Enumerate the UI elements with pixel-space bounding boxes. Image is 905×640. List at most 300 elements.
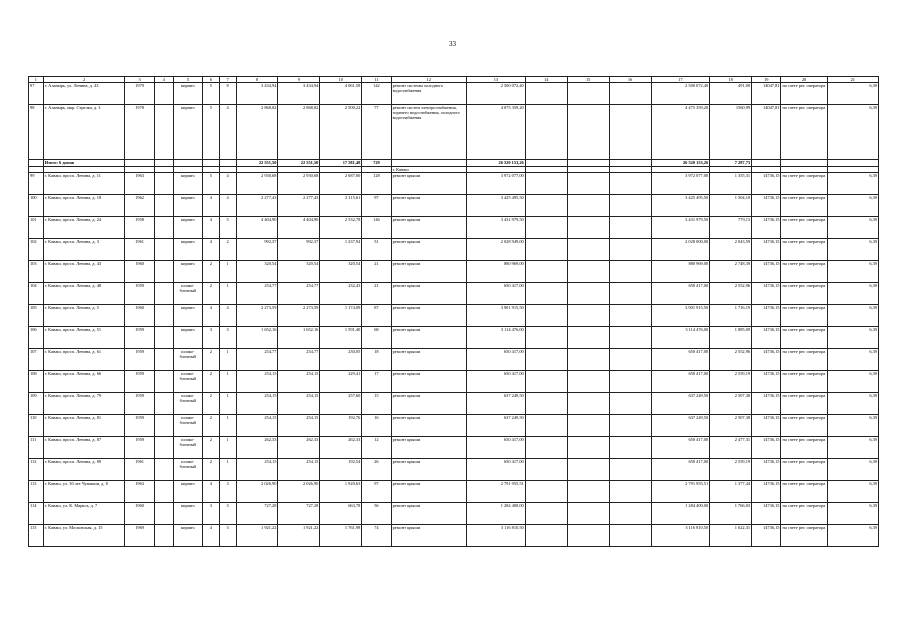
table-cell-deadline: 6,39 bbox=[827, 83, 878, 105]
table-cell-work: ремонт систем электроснабжения, горячего водоснабжения, холодного водоснабжения bbox=[391, 105, 466, 160]
table-cell-fl: 2 bbox=[202, 459, 219, 481]
table-cell-fl: 4 bbox=[202, 195, 219, 217]
column-number-cell: 14 bbox=[525, 77, 567, 83]
table-cell-s17: 3 116 810,50 bbox=[651, 525, 710, 547]
table-cell-year: 1963 bbox=[125, 481, 154, 503]
table-cell-addr: г. Канаш, просп. Ленина, д. 81 bbox=[43, 415, 125, 437]
table-cell-sum: 3 425 495,50 bbox=[467, 195, 526, 217]
table-cell-method: на счете рег. оператора bbox=[781, 327, 827, 349]
table-cell-a9: 1 652,16 bbox=[278, 327, 320, 349]
table-cell-a8: 254,15 bbox=[236, 393, 278, 415]
table-row bbox=[29, 195, 879, 217]
table-cell-year: 1959 bbox=[125, 371, 154, 393]
table-cell-mat: шлако-блочный bbox=[173, 459, 202, 481]
table-cell-fl: 5 bbox=[202, 105, 219, 160]
table-cell-a9: 254,15 bbox=[278, 371, 320, 393]
table-row bbox=[29, 217, 879, 239]
table-row bbox=[29, 371, 879, 393]
table-cell-s17: 650 417,00 bbox=[651, 437, 710, 459]
page-number: 33 bbox=[449, 40, 456, 48]
table-cell-a9: 2 930,68 bbox=[278, 173, 320, 195]
table-cell-a8: 727,28 bbox=[236, 503, 278, 525]
table-cell-work: ремонт системы холодного водоснабжения bbox=[391, 83, 466, 105]
table-cell-no: 107 bbox=[29, 349, 44, 371]
table-cell-work: ремонт крыши bbox=[391, 173, 466, 195]
table-cell-people: 97 bbox=[362, 481, 391, 503]
table-cell-work: ремонт крыши bbox=[391, 217, 466, 239]
table-cell-s17: 2 500 072,40 bbox=[651, 83, 710, 105]
table-cell-c15 bbox=[567, 239, 609, 261]
table-cell-a9: 262,33 bbox=[278, 437, 320, 459]
table-cell-mat: кирпич bbox=[173, 327, 202, 349]
column-number-cell: 21 bbox=[827, 77, 878, 83]
table-cell-sum: 3 901 915,50 bbox=[467, 305, 526, 327]
column-number-cell: 5 bbox=[173, 77, 202, 83]
table-cell-addr: г. Канаш, просп. Ленина, д. 79 bbox=[43, 393, 125, 415]
table-cell-c4 bbox=[154, 105, 173, 160]
table-cell-fl: 3 bbox=[202, 327, 219, 349]
table-cell-addr: г. Канаш, ул. К. Маркса, д. 7 bbox=[43, 503, 125, 525]
table-cell-sum: 650 417,00 bbox=[467, 459, 526, 481]
table-cell-no: 111 bbox=[29, 437, 44, 459]
table-row bbox=[29, 261, 879, 283]
total-cell-ent bbox=[219, 160, 236, 167]
table-cell-s17: 3 114 476,00 bbox=[651, 327, 710, 349]
table-cell-method: на счете рег. оператора bbox=[781, 195, 827, 217]
table-cell-method: на счете рег. оператора bbox=[781, 239, 827, 261]
table-cell-mat: шлако-блочный bbox=[173, 437, 202, 459]
table-cell-a9: 254,15 bbox=[278, 415, 320, 437]
table-cell-mat: кирпич bbox=[173, 261, 202, 283]
table-cell-people: 128 bbox=[362, 173, 391, 195]
table-cell-a8: 2 026,90 bbox=[236, 481, 278, 503]
table-cell-a9: 1 921,22 bbox=[278, 525, 320, 547]
table-cell-ent: 2 bbox=[219, 239, 236, 261]
table-cell-method: на счете рег. оператора bbox=[781, 217, 827, 239]
table-cell-c14 bbox=[525, 105, 567, 160]
table-cell-per: 2 552,96 bbox=[710, 349, 752, 371]
total-cell-a9: 22 551,50 bbox=[278, 160, 320, 167]
capital-repair-table bbox=[28, 76, 879, 547]
table-cell-per: 1 716,19 bbox=[710, 305, 752, 327]
table-cell-s17: 650 417,00 bbox=[651, 349, 710, 371]
table-cell-c16 bbox=[609, 459, 651, 481]
table-cell-addr: г. Канаш, просп. Ленина, д. 5 bbox=[43, 305, 125, 327]
table-cell-s17: 4 475 359,20 bbox=[651, 105, 710, 160]
table-cell-fl: 2 bbox=[202, 283, 219, 305]
table-cell-people: 12 bbox=[362, 437, 391, 459]
table-cell-s17: 3 972 077,00 bbox=[651, 173, 710, 195]
table-cell-ent: 5 bbox=[219, 217, 236, 239]
table-cell-lim: 14736,15 bbox=[752, 437, 781, 459]
table-cell-fl: 2 bbox=[202, 437, 219, 459]
table-cell-c15 bbox=[567, 393, 609, 415]
column-number-cell: 1 bbox=[29, 77, 44, 83]
table-cell-a9: 254,15 bbox=[278, 393, 320, 415]
table-cell-work: ремонт крыши bbox=[391, 459, 466, 481]
column-number-cell: 15 bbox=[567, 77, 609, 83]
table-cell-c15 bbox=[567, 283, 609, 305]
table-cell-c4 bbox=[154, 305, 173, 327]
total-cell-c4 bbox=[154, 160, 173, 167]
table-cell-mat: кирпич bbox=[173, 481, 202, 503]
table-cell-s17: 2 028 000,00 bbox=[651, 239, 710, 261]
table-cell-c4 bbox=[154, 393, 173, 415]
table-cell-a8: 262,33 bbox=[236, 437, 278, 459]
table-cell-c4 bbox=[154, 239, 173, 261]
table-cell-s17: 637 249,50 bbox=[651, 415, 710, 437]
table-cell-c16 bbox=[609, 217, 651, 239]
table-cell-addr: г. Канаш, просп. Ленина, д. 3 bbox=[43, 239, 125, 261]
table-cell-sum: 880 969,00 bbox=[467, 261, 526, 283]
table-cell-no: 114 bbox=[29, 503, 44, 525]
table-cell-c15 bbox=[567, 327, 609, 349]
table-cell-fl: 4 bbox=[202, 481, 219, 503]
total-row bbox=[29, 160, 879, 167]
table-cell-c14 bbox=[525, 261, 567, 283]
table-cell-method: на счете рег. оператора bbox=[781, 173, 827, 195]
table-row bbox=[29, 481, 879, 503]
total-cell-c15 bbox=[567, 160, 609, 167]
table-cell-c14 bbox=[525, 503, 567, 525]
table-cell-a10: 4 061,58 bbox=[320, 83, 362, 105]
table-cell-c4 bbox=[154, 261, 173, 283]
table-cell-lim: 14736,15 bbox=[752, 503, 781, 525]
table-cell-year: 1962 bbox=[125, 195, 154, 217]
table-cell-sum: 3 116 810,50 bbox=[467, 525, 526, 547]
table-cell-no: 115 bbox=[29, 525, 44, 547]
table-cell-deadline: 6,39 bbox=[827, 371, 878, 393]
table-cell-deadline: 6,39 bbox=[827, 525, 878, 547]
table-cell-a9: 3 434,94 bbox=[278, 83, 320, 105]
table-cell-per: 2 552,96 bbox=[710, 283, 752, 305]
table-cell-ent: 1 bbox=[219, 349, 236, 371]
table-cell-s17: 3 901 915,50 bbox=[651, 305, 710, 327]
table-cell-no: 100 bbox=[29, 195, 44, 217]
table-cell-fl: 4 bbox=[202, 217, 219, 239]
table-cell-ent: 1 bbox=[219, 261, 236, 283]
table-cell-c15 bbox=[567, 371, 609, 393]
table-cell-people: 56 bbox=[362, 503, 391, 525]
table-cell-c4 bbox=[154, 437, 173, 459]
column-number-cell: 2 bbox=[43, 77, 125, 83]
table-cell-lim: 14736,15 bbox=[752, 415, 781, 437]
table-cell-c16 bbox=[609, 305, 651, 327]
table-cell-per: 2 559,19 bbox=[710, 371, 752, 393]
column-number-cell: 4 bbox=[154, 77, 173, 83]
table-cell-year: 1959 bbox=[125, 283, 154, 305]
table-cell-a8: 4 404,90 bbox=[236, 217, 278, 239]
table-cell-a10: 1 761,98 bbox=[320, 525, 362, 547]
table-cell-year: 1959 bbox=[125, 349, 154, 371]
table-cell-method: на счете рег. оператора bbox=[781, 525, 827, 547]
table-cell-mat: кирпич bbox=[173, 173, 202, 195]
table-cell-a10: 1 591,40 bbox=[320, 327, 362, 349]
table-cell-lim: 14736,15 bbox=[752, 239, 781, 261]
table-cell-c16 bbox=[609, 503, 651, 525]
table-cell-lim: 14736,15 bbox=[752, 459, 781, 481]
table-cell-a10: 229,41 bbox=[320, 371, 362, 393]
table-cell-addr: г. Канаш, просп. Ленина, д. 43 bbox=[43, 261, 125, 283]
table-cell-a10: 2 532,78 bbox=[320, 217, 362, 239]
table-cell-mat: кирпич bbox=[173, 503, 202, 525]
total-cell-sum: 26 520 153,26 bbox=[467, 160, 526, 167]
table-cell-fl: 5 bbox=[202, 173, 219, 195]
table-cell-per: 1560,99 bbox=[710, 105, 752, 160]
table-cell-sum: 637 249,50 bbox=[467, 393, 526, 415]
table-cell-a10: 1 174,09 bbox=[320, 305, 362, 327]
table-cell-a10: 192,76 bbox=[320, 415, 362, 437]
table-cell-method: на счете рег. оператора bbox=[781, 437, 827, 459]
table-cell-a9: 2 273,59 bbox=[278, 305, 320, 327]
table-cell-c16 bbox=[609, 393, 651, 415]
table-row bbox=[29, 283, 879, 305]
table-cell-a8: 2 930,68 bbox=[236, 173, 278, 195]
table-cell-c4 bbox=[154, 415, 173, 437]
table-cell-per: 2 477,31 bbox=[710, 437, 752, 459]
table-cell-c14 bbox=[525, 415, 567, 437]
table-cell-work: ремонт крыши bbox=[391, 195, 466, 217]
table-cell-a9: 254,15 bbox=[278, 459, 320, 481]
table-cell-fl: 3 bbox=[202, 503, 219, 525]
table-cell-c15 bbox=[567, 195, 609, 217]
table-cell-c14 bbox=[525, 437, 567, 459]
table-cell-addr: г. Канаш, просп. Ленина, д. 51 bbox=[43, 327, 125, 349]
table-cell-mat: шлако-блочный bbox=[173, 415, 202, 437]
table-row bbox=[29, 327, 879, 349]
table-cell-addr: г. Аланырь, ул. Ленина, д. 43 bbox=[43, 83, 125, 105]
table-cell-a10: 663,78 bbox=[320, 503, 362, 525]
table-cell-work: ремонт крыши bbox=[391, 327, 466, 349]
table-cell-year: 1959 bbox=[125, 393, 154, 415]
table-cell-per: 491,00 bbox=[710, 83, 752, 105]
table-cell-mat: кирпич bbox=[173, 305, 202, 327]
table-cell-c14 bbox=[525, 83, 567, 105]
column-number-cell: 8 bbox=[236, 77, 278, 83]
table-cell-c4 bbox=[154, 503, 173, 525]
table-cell-c16 bbox=[609, 239, 651, 261]
table-cell-method: на счете рег. оператора bbox=[781, 481, 827, 503]
column-number-cell: 17 bbox=[651, 77, 710, 83]
table-cell-ent: 3 bbox=[219, 327, 236, 349]
table-cell-mat: кирпич bbox=[173, 105, 202, 160]
table-cell-a10: 1 920,63 bbox=[320, 481, 362, 503]
table-cell-method: на счете рег. оператора bbox=[781, 283, 827, 305]
table-cell-deadline: 6,39 bbox=[827, 327, 878, 349]
table-cell-year: 1960 bbox=[125, 305, 154, 327]
table-cell-per: 1 885,09 bbox=[710, 327, 752, 349]
table-cell-a9: 4 404,90 bbox=[278, 217, 320, 239]
table-cell-deadline: 6,39 bbox=[827, 305, 878, 327]
table-cell-c15 bbox=[567, 261, 609, 283]
table-cell-c15 bbox=[567, 83, 609, 105]
table-cell-c4 bbox=[154, 217, 173, 239]
table-cell-people: 74 bbox=[362, 525, 391, 547]
table-cell-no: 97 bbox=[29, 83, 44, 105]
table-cell-c14 bbox=[525, 305, 567, 327]
table-cell-a8: 320,54 bbox=[236, 261, 278, 283]
table-cell-c14 bbox=[525, 195, 567, 217]
table-cell-c16 bbox=[609, 415, 651, 437]
table-cell-fl: 2 bbox=[202, 393, 219, 415]
total-cell-s17: 26 520 153,26 bbox=[651, 160, 710, 167]
table-cell-people: 77 bbox=[362, 105, 391, 160]
table-cell-people: 18 bbox=[362, 349, 391, 371]
table-cell-year: 1959 bbox=[125, 415, 154, 437]
table-cell-per: 2 507,38 bbox=[710, 393, 752, 415]
table-cell-c16 bbox=[609, 83, 651, 105]
table-cell-deadline: 6,39 bbox=[827, 173, 878, 195]
table-cell-per: 2 043,59 bbox=[710, 239, 752, 261]
table-cell-year: 1961 bbox=[125, 239, 154, 261]
table-cell-deadline: 6,39 bbox=[827, 283, 878, 305]
table-cell-s17: 1 284 400,00 bbox=[651, 503, 710, 525]
table-cell-work: ремонт крыши bbox=[391, 503, 466, 525]
table-cell-c14 bbox=[525, 217, 567, 239]
table-cell-s17: 2 791 955,51 bbox=[651, 481, 710, 503]
table-cell-deadline: 6,39 bbox=[827, 459, 878, 481]
table-cell-sum: 650 417,00 bbox=[467, 371, 526, 393]
table-cell-a9: 320,54 bbox=[278, 261, 320, 283]
table-cell-year: 1960 bbox=[125, 503, 154, 525]
column-number-cell: 7 bbox=[219, 77, 236, 83]
table-cell-s17: 3 431 979,50 bbox=[651, 217, 710, 239]
table-cell-c16 bbox=[609, 327, 651, 349]
table-cell-method: на счете рег. оператора bbox=[781, 349, 827, 371]
table-cell-addr: г. Канаш, просп. Ленина, д. 48 bbox=[43, 283, 125, 305]
table-cell-sum: 2 028 949,00 bbox=[467, 239, 526, 261]
table-row bbox=[29, 305, 879, 327]
table-cell-lim: 14736,15 bbox=[752, 261, 781, 283]
table-cell-no: 102 bbox=[29, 239, 44, 261]
table-cell-a10: 2 500,22 bbox=[320, 105, 362, 160]
table-cell-people: 15 bbox=[362, 393, 391, 415]
table-cell-addr: г. Канаш, ул. Московская, д. 15 bbox=[43, 525, 125, 547]
table-cell-c14 bbox=[525, 459, 567, 481]
table-cell-fl: 4 bbox=[202, 305, 219, 327]
table-cell-c16 bbox=[609, 283, 651, 305]
table-cell-addr: г. Канаш, просп. Ленина, д. 89 bbox=[43, 459, 125, 481]
table-cell-sum: 2 791 955,51 bbox=[467, 481, 526, 503]
total-cell-a10: 17 581,48 bbox=[320, 160, 362, 167]
table-cell-year: 1963 bbox=[125, 173, 154, 195]
table-cell-a8: 2 273,59 bbox=[236, 305, 278, 327]
column-number-cell: 19 bbox=[752, 77, 781, 83]
total-cell-per: 7 287,73 bbox=[710, 160, 752, 167]
table-cell-method: на счете рег. оператора bbox=[781, 393, 827, 415]
table-cell-c15 bbox=[567, 415, 609, 437]
table-cell-c16 bbox=[609, 105, 651, 160]
table-cell-lim: 14736,15 bbox=[752, 195, 781, 217]
table-cell-addr: г. Канаш, ул. 30 лет Чувашии, д. 8 bbox=[43, 481, 125, 503]
table-cell-lim: 14736,15 bbox=[752, 327, 781, 349]
total-cell-c16 bbox=[609, 160, 651, 167]
table-cell-a9: 254,77 bbox=[278, 283, 320, 305]
column-number-cell: 3 bbox=[125, 77, 154, 83]
table-cell-work: ремонт крыши bbox=[391, 481, 466, 503]
table-cell-lim: 14736,15 bbox=[752, 371, 781, 393]
table-cell-fl: 5 bbox=[202, 83, 219, 105]
table-cell-deadline: 6,39 bbox=[827, 105, 878, 160]
table-cell-a10: 320,54 bbox=[320, 261, 362, 283]
table-cell-no: 109 bbox=[29, 393, 44, 415]
table-cell-deadline: 6,39 bbox=[827, 415, 878, 437]
table-cell-mat: кирпич bbox=[173, 525, 202, 547]
table-cell-lim: 14736,15 bbox=[752, 349, 781, 371]
table-cell-c14 bbox=[525, 283, 567, 305]
total-cell-people: 729 bbox=[362, 160, 391, 167]
total-cell-deadline bbox=[827, 160, 878, 167]
table-cell-c15 bbox=[567, 349, 609, 371]
table-cell-c16 bbox=[609, 349, 651, 371]
table-cell-s17: 650 417,00 bbox=[651, 371, 710, 393]
table-cell-people: 21 bbox=[362, 283, 391, 305]
table-cell-sum: 650 417,00 bbox=[467, 349, 526, 371]
table-cell-c14 bbox=[525, 393, 567, 415]
table-cell-a10: 262,33 bbox=[320, 437, 362, 459]
table-cell-per: 2 748,39 bbox=[710, 261, 752, 283]
table-cell-c16 bbox=[609, 371, 651, 393]
table-cell-people: 17 bbox=[362, 371, 391, 393]
table-cell-c15 bbox=[567, 217, 609, 239]
table-cell-lim: 14736,15 bbox=[752, 283, 781, 305]
table-cell-deadline: 6,39 bbox=[827, 437, 878, 459]
table-cell-per: 1 355,31 bbox=[710, 173, 752, 195]
table-cell-no: 113 bbox=[29, 481, 44, 503]
table-cell-lim: 14736,15 bbox=[752, 305, 781, 327]
table-cell-a10: 232,43 bbox=[320, 283, 362, 305]
table-cell-ent: 1 bbox=[219, 393, 236, 415]
table-row bbox=[29, 459, 879, 481]
table-cell-c14 bbox=[525, 173, 567, 195]
column-number-cell: 12 bbox=[391, 77, 466, 83]
table-cell-c15 bbox=[567, 525, 609, 547]
table-cell-c4 bbox=[154, 525, 173, 547]
table-cell-a8: 992,37 bbox=[236, 239, 278, 261]
table-cell-c14 bbox=[525, 239, 567, 261]
table-cell-c4 bbox=[154, 83, 173, 105]
table-cell-work: ремонт крыши bbox=[391, 283, 466, 305]
table-cell-addr: г. Канаш, просп. Ленина, д. 18 bbox=[43, 195, 125, 217]
table-cell-c14 bbox=[525, 327, 567, 349]
table-cell-a8: 2 277,43 bbox=[236, 195, 278, 217]
table-cell-a8: 254,15 bbox=[236, 371, 278, 393]
table-cell-c16 bbox=[609, 437, 651, 459]
total-cell-work bbox=[391, 160, 466, 167]
table-cell-ent: 1 bbox=[219, 371, 236, 393]
table-cell-mat: кирпич bbox=[173, 239, 202, 261]
table-cell-year: 1958 bbox=[125, 217, 154, 239]
table-cell-a8: 254,15 bbox=[236, 459, 278, 481]
total-cell-fl bbox=[202, 160, 219, 167]
table-cell-addr: г. Канаш, просп. Ленина, д. 87 bbox=[43, 437, 125, 459]
table-cell-lim: 14736,15 bbox=[752, 525, 781, 547]
table-cell-fl: 2 bbox=[202, 261, 219, 283]
table-cell-c15 bbox=[567, 459, 609, 481]
table-cell-method: на счете рег. оператора bbox=[781, 371, 827, 393]
table-cell-a10: 2 687,00 bbox=[320, 173, 362, 195]
table-cell-fl: 2 bbox=[202, 371, 219, 393]
table-cell-a10: 230,05 bbox=[320, 349, 362, 371]
table-cell-a8: 254,77 bbox=[236, 349, 278, 371]
table-cell-sum: 3 972 077,00 bbox=[467, 173, 526, 195]
table-cell-c4 bbox=[154, 371, 173, 393]
table-cell-c4 bbox=[154, 173, 173, 195]
table-cell-fl: 4 bbox=[202, 525, 219, 547]
table-cell-per: 2 559,19 bbox=[710, 459, 752, 481]
table-cell-year: 1960 bbox=[125, 261, 154, 283]
table-cell-work: ремонт крыши bbox=[391, 239, 466, 261]
